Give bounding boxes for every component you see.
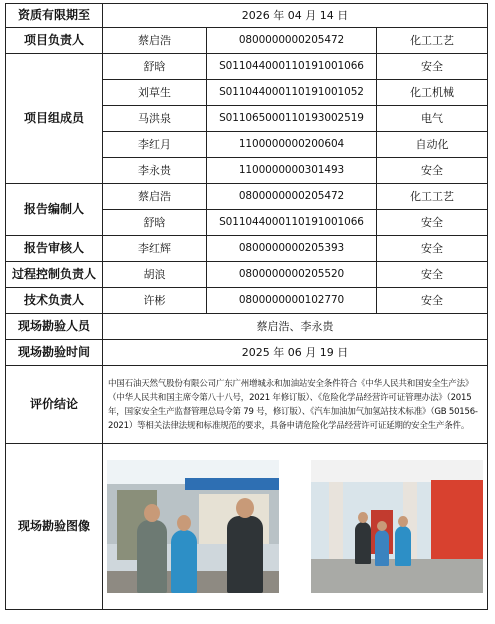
member-major: 化工机械: [377, 80, 488, 106]
author-row: [6, 184, 488, 210]
photo-truck: [431, 480, 483, 562]
process-control-label: 过程控制负责人: [6, 262, 103, 288]
evaluation-info-table: [5, 3, 488, 610]
photo-canopy: [311, 460, 483, 482]
conclusion-label: 评价结论: [6, 366, 103, 444]
site-time-value: 2025 年 06 月 19 日: [103, 340, 488, 366]
photo-person: [137, 520, 167, 593]
member-cert: S011044000110191001066: [207, 54, 377, 80]
photo-person-head: [177, 515, 191, 531]
leader-row: [6, 28, 488, 54]
site-time-label: 现场勘验时间: [6, 340, 103, 366]
member-major: 安全: [377, 54, 488, 80]
process-control-cert: 0800000000205520: [207, 262, 377, 288]
members-label: 项目组成员: [6, 54, 103, 184]
member-name: 舒晗: [103, 54, 207, 80]
tech-row: [6, 288, 488, 314]
member-name: 李永贵: [103, 158, 207, 184]
photo-person-head: [377, 521, 387, 531]
photo-person: [375, 530, 389, 566]
member-name: 刘草生: [103, 80, 207, 106]
tech-major: 安全: [377, 288, 488, 314]
member-name: 李红月: [103, 132, 207, 158]
site-photo-station: [311, 460, 483, 593]
photo-person: [227, 516, 263, 593]
photo-pillar: [329, 482, 343, 562]
member-major: 自动化: [377, 132, 488, 158]
member-major: 安全: [377, 158, 488, 184]
reviewer-label: 报告审核人: [6, 236, 103, 262]
member-cert: S011065000110193002519: [207, 106, 377, 132]
site-images-row: [6, 444, 488, 610]
conclusion-row: [6, 366, 488, 444]
leader-label: 项目负责人: [6, 28, 103, 54]
site-staff-label: 现场勘验人员: [6, 314, 103, 340]
author-label: 报告编制人: [6, 184, 103, 236]
site-time-row: [6, 340, 488, 366]
reviewer-row: [6, 236, 488, 262]
leader-cert: 0800000000205472: [207, 28, 377, 54]
photo-person-head: [398, 516, 408, 527]
site-staff-value: 蔡启浩、李永贵: [103, 314, 488, 340]
site-photo-shop: [107, 460, 279, 593]
process-control-name: 胡浪: [103, 262, 207, 288]
photo-person: [171, 530, 197, 593]
reviewer-cert: 0800000000205393: [207, 236, 377, 262]
site-staff-row: [6, 314, 488, 340]
author-major: 安全: [377, 210, 488, 236]
author-name: 蔡启浩: [103, 184, 207, 210]
member-major: 电气: [377, 106, 488, 132]
validity-value: 2026 年 04 月 14 日: [103, 4, 488, 28]
photo-person: [355, 522, 371, 564]
reviewer-name: 李红辉: [103, 236, 207, 262]
validity-label: 资质有限期至: [6, 4, 103, 28]
process-control-row: [6, 262, 488, 288]
member-name: 马洪泉: [103, 106, 207, 132]
photo-awning: [185, 478, 279, 490]
tech-cert: 0800000000102770: [207, 288, 377, 314]
member-cert: 1100000000301493: [207, 158, 377, 184]
leader-name: 蔡启浩: [103, 28, 207, 54]
photo-person-head: [358, 512, 368, 523]
member-row: [6, 54, 488, 80]
tech-name: 许彬: [103, 288, 207, 314]
process-control-major: 安全: [377, 262, 488, 288]
site-images-label: 现场勘验图像: [6, 444, 103, 610]
photo-person-head: [144, 504, 160, 522]
validity-row: [6, 4, 488, 28]
photo-person: [395, 526, 411, 566]
photo-person-head: [236, 498, 254, 518]
conclusion-text: 中国石油天然气股份有限公司广东广州增城永和加油站安全条件符合《中华人民共和国安全生产法》（中华人民共和国主席令第八十八号，2021 年修订版）、《危险化学品经营许可证管理办法》（2015 年，国家安全生产监督管理总局令第 79 号，修订版）、《汽车加油加气加氢站技术标准》（GB 50156-2021）等相关法律法规和标准规范的要求，具备申请危险化学品经营许可证延期的安全生产条件。: [103, 366, 488, 444]
reviewer-major: 安全: [377, 236, 488, 262]
photo-gallery: [103, 460, 487, 593]
tech-label: 技术负责人: [6, 288, 103, 314]
author-major: 化工工艺: [377, 184, 488, 210]
site-images-cell: [103, 444, 488, 610]
author-name: 舒晗: [103, 210, 207, 236]
leader-major: 化工工艺: [377, 28, 488, 54]
member-cert: 1100000000200604: [207, 132, 377, 158]
member-cert: S011044000110191001052: [207, 80, 377, 106]
author-cert: 0800000000205472: [207, 184, 377, 210]
author-cert: S011044000110191001066: [207, 210, 377, 236]
